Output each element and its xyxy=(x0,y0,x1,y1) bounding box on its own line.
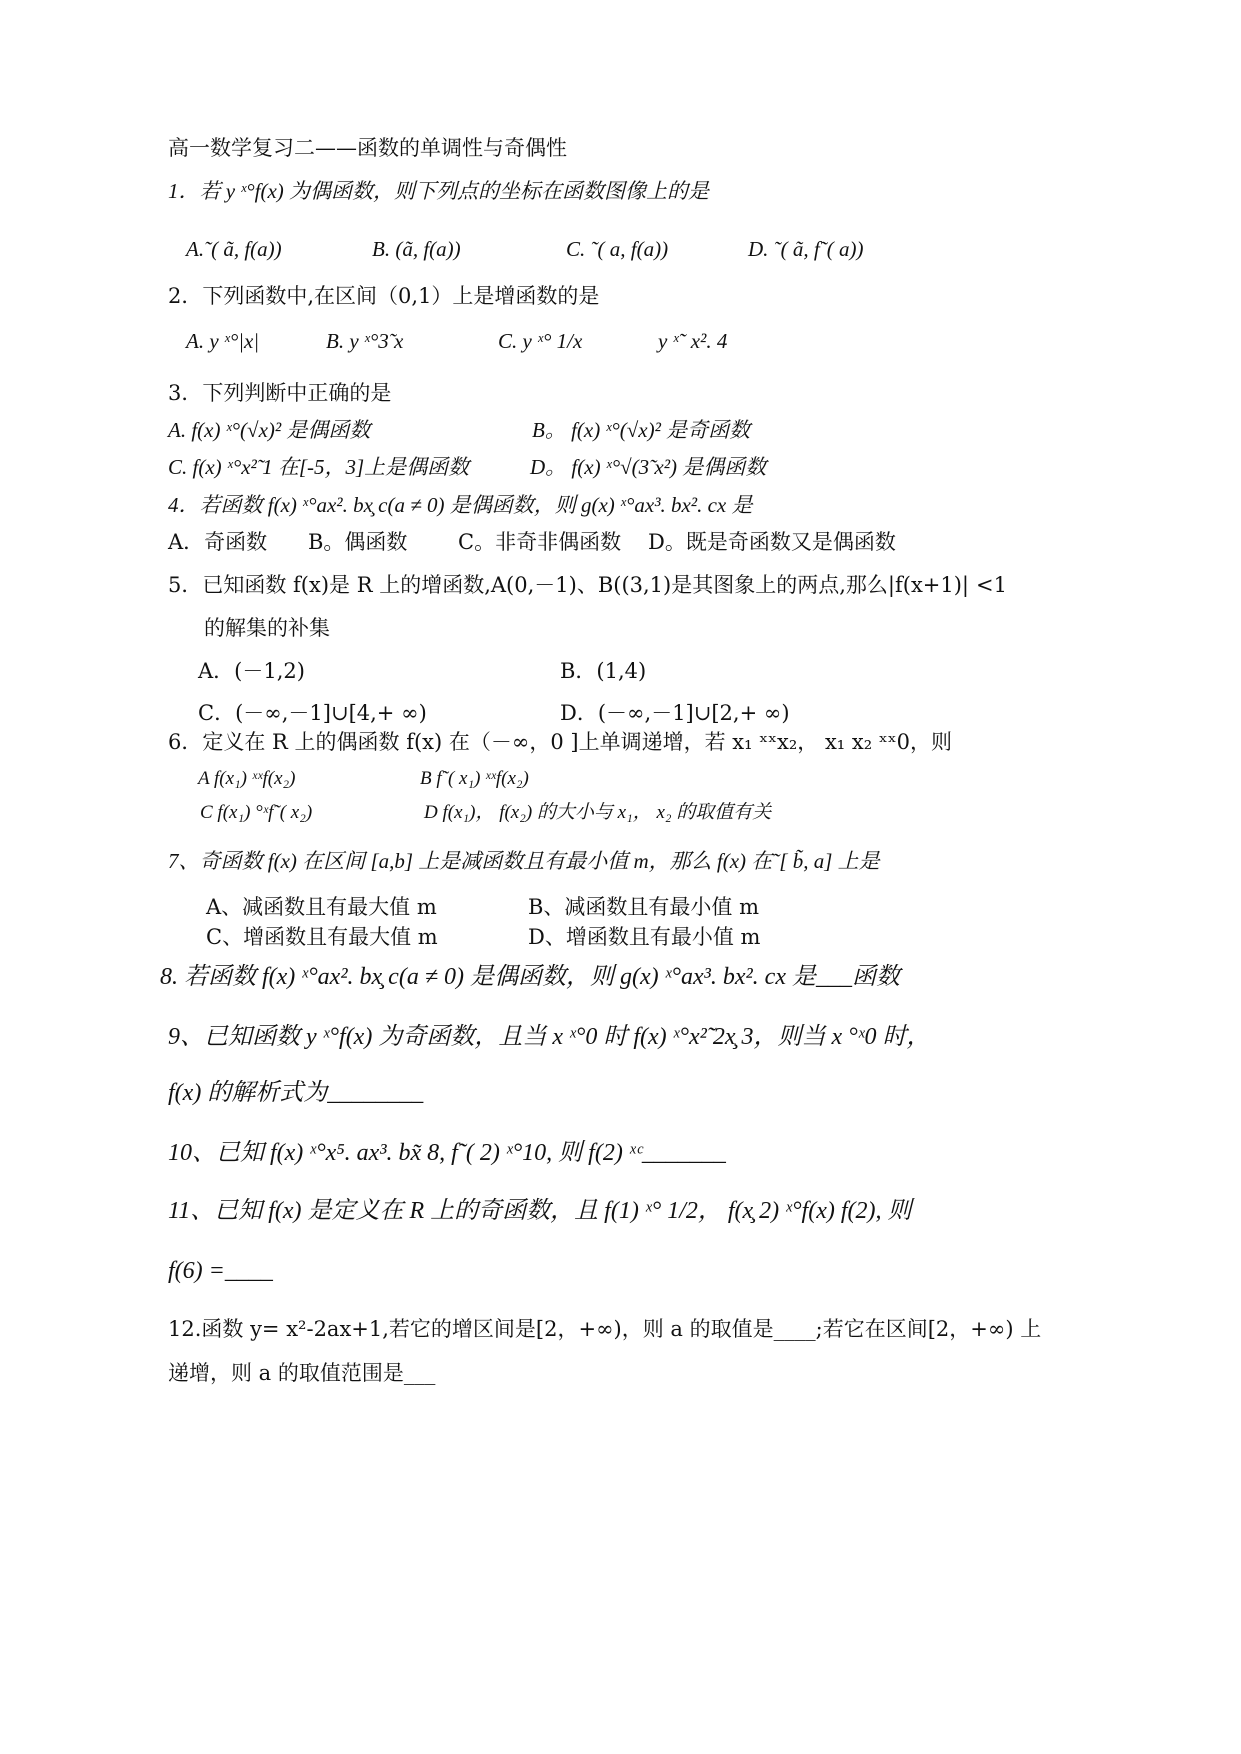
q1-stem: 1．若 y ˣ°f(x) 为偶函数，则下列点的坐标在函数图像上的是 xyxy=(168,179,710,203)
q4-option-c: C。非奇非偶函数 xyxy=(458,530,622,554)
q1-option-a: A.˜( ã, f(a)) xyxy=(186,237,282,261)
q3-option-d: D。 f(x) ˣ°√(3̃ x²) 是偶函数 xyxy=(530,455,767,479)
q2-option-c: C. y ˣ° 1/x xyxy=(498,329,583,353)
q12-stem-line1: 12.函数 y= x²-2ax+1,若它的增区间是[2，+∞)，则 a 的取值是____;若它在区间[2，+∞) 上 xyxy=(168,1317,1042,1341)
q3-option-a: A. f(x) ˣ°(√x)² 是偶函数 xyxy=(168,418,371,442)
q2-option-b: B. y ˣ°3̃ x xyxy=(326,329,404,353)
q3-option-c: C. f(x) ˣ°x²̃ 1 在[-5，3]上是偶函数 xyxy=(168,455,470,479)
q5-option-c: C．(－∞,－1]∪[4,+ ∞) xyxy=(198,701,427,725)
q5-stem: 5．已知函数 f(x)是 R 上的增函数,A(0,－1)、B((3,1)是其图象上的两点,那么|f(x+1)| xyxy=(168,573,970,597)
q7-option-a: A、减函数且有最大值 m xyxy=(206,895,437,919)
q5-stem-tail: <1 xyxy=(976,573,1007,597)
q1-option-c: C. ˜( a, f(a)) xyxy=(566,237,669,261)
q2-stem: 2．下列函数中,在区间（0,1）上是增函数的是 xyxy=(168,284,600,308)
q4-option-b: B。偶函数 xyxy=(308,530,408,554)
q4-option-d: D。既是奇函数又是偶函数 xyxy=(648,530,896,554)
q5-stem-line2: 的解集的补集 xyxy=(204,616,330,640)
q12-stem-line2: 递增，则 a 的取值范围是___ xyxy=(168,1361,436,1385)
doc-title: 高一数学复习二——函数的单调性与奇偶性 xyxy=(168,136,567,160)
q7-option-c: C、增函数且有最大值 m xyxy=(206,925,438,949)
q7-option-b: B、减函数且有最小值 m xyxy=(528,895,760,919)
q5-option-d: D．(－∞,－1]∪[2,+ ∞) xyxy=(560,701,790,725)
q7-option-d: D、增函数且有最小值 m xyxy=(528,925,761,949)
q11-stem-line1: 11、已知 f(x) 是定义在 R 上的奇函数，且 f(1) ˣ° 1/2， f(x̧ 2) ˣ°f(x) f(2), 则 xyxy=(168,1198,912,1224)
q5-option-b: B．(1,4) xyxy=(560,659,647,683)
q1-option-b: B. (ã, f(a)) xyxy=(372,237,461,261)
q7-stem: 7、奇函数 f(x) 在区间 [a,b] 上是减函数且有最小值 m，那么 f(x) 在˜[ b̃, a] 上是 xyxy=(168,849,880,873)
q9-stem-line2: f(x) 的解析式为________ xyxy=(168,1080,424,1106)
q10-stem: 10、已知 f(x) ˣ°x⁵. ax³. bx̃ 8, f˜( 2) ˣ°10, 则 f(2) ˣᶜ_______ xyxy=(168,1140,726,1166)
q6-option-b: B f˜( x₁) ˣˣf(x₂) xyxy=(420,768,529,789)
q2-option-d: y ˣ˜ x². 4 xyxy=(658,329,728,353)
q11-stem-line2: f(6) =____ xyxy=(168,1258,273,1284)
q6-stem: 6．定义在 R 上的偶函数 f(x) 在（－∞，0 ]上单调递增，若 x₁ ˣˣx₂， x₁ x₂ ˣˣ0，则 xyxy=(168,730,952,754)
q2-option-a: A. y ˣ°|x| xyxy=(186,329,260,353)
q4-stem: 4．若函数 f(x) ˣ°ax². bx̧ c(a ≠ 0) 是偶函数，则 g(x) ˣ°ax³. bx². cx 是 xyxy=(168,493,753,517)
q3-option-b: B。 f(x) ˣ°(√x)² 是奇函数 xyxy=(532,418,751,442)
q4-option-a: A．奇函数 xyxy=(168,530,268,554)
q8-stem: 8. 若函数 f(x) ˣ°ax². bx̧ c(a ≠ 0) 是偶函数，则 g(x) ˣ°ax³. bx². cx 是___函数 xyxy=(160,964,900,990)
q3-stem: 3．下列判断中正确的是 xyxy=(168,381,392,405)
q5-option-a: A．(－1,2) xyxy=(198,659,305,683)
q6-option-c: C f(x₁) °ˣf˜( x₂) xyxy=(200,802,313,823)
q9-stem-line1: 9、已知函数 y ˣ°f(x) 为奇函数，且当 x ˣ°0 时 f(x) ˣ°x²̃ 2x̧ 3，则当 x °ˣ0 时， xyxy=(168,1024,931,1050)
q6-option-d: D f(x₁)， f(x₂) 的大小与 x₁， x₂ 的取值有关 xyxy=(424,802,772,823)
q6-option-a: A f(x₁) ˣˣf(x₂) xyxy=(198,768,296,789)
q1-option-d: D. ˜( ã, f˜( a)) xyxy=(748,237,864,261)
